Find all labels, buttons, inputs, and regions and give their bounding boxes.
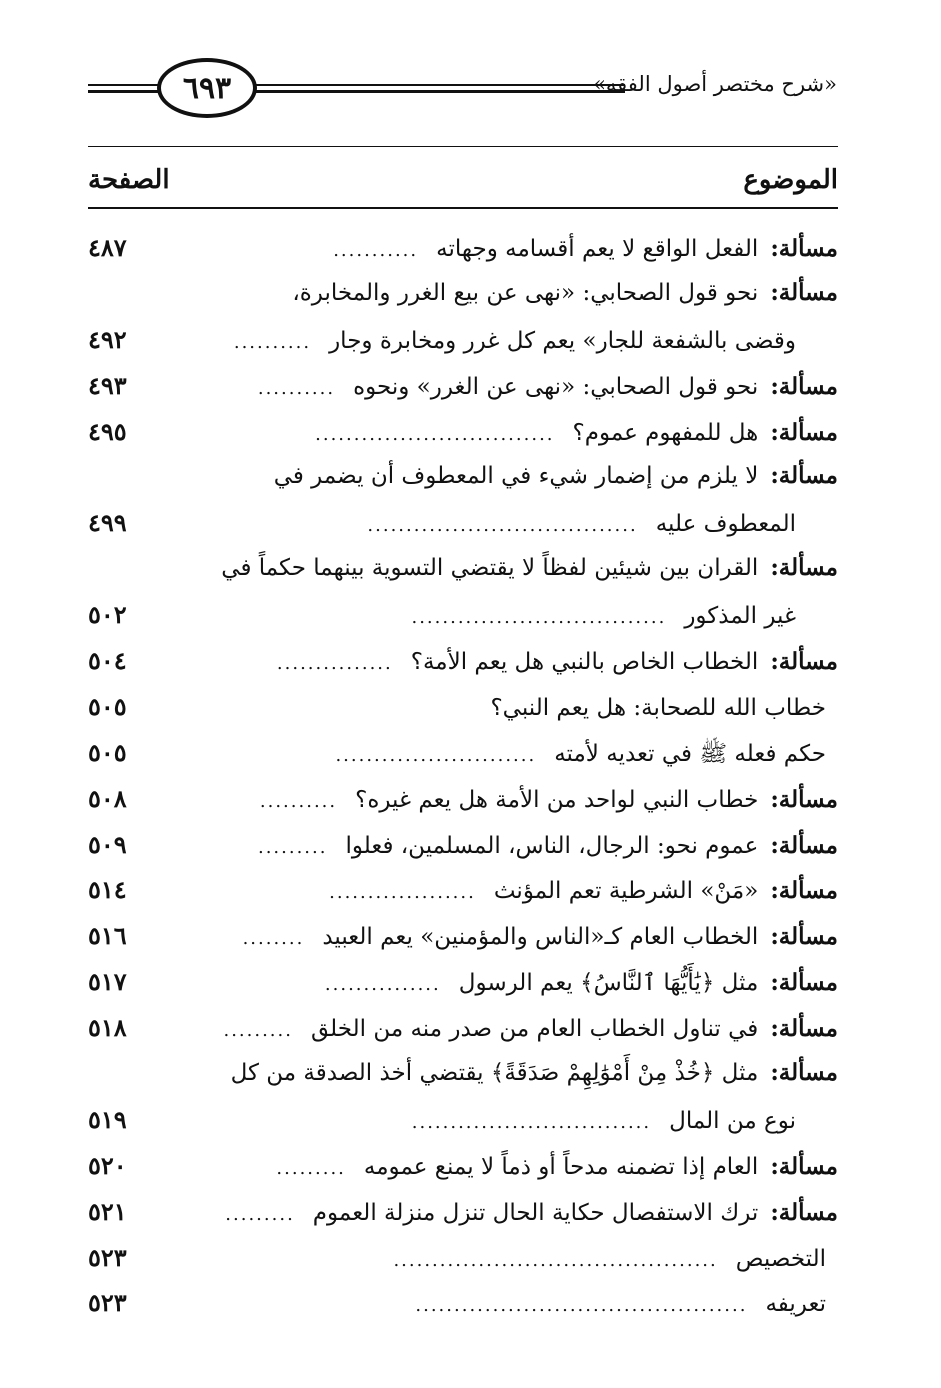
toc-entry [88,921,838,967]
entry-label: مسألة: [770,554,838,582]
entry-text: القران بين شيئين لفظاً لا يقتضي التسوية بينهما حكماً في [221,555,759,582]
entry-label: مسألة: [770,1059,838,1087]
entry-label: مسألة: [770,923,838,951]
entry-leader-dots: .......... [259,790,338,812]
entry-page-number: ٥٠٥ [88,691,127,721]
toc-entry [88,462,838,508]
entry-text: «مَنْ» الشرطية تعم المؤنث [493,878,759,905]
entry-text: خطاب الله للصحابة: هل يعم النبي؟ [490,694,826,721]
toc-entry [88,1243,838,1289]
column-page: الصفحة [88,164,170,195]
entry-page-number: ٥٢٣ [88,1242,127,1272]
entry-leader-dots: ........... [333,240,419,261]
entry-text: في تناول الخطاب العام من صدر منه من الخلق [310,1016,759,1043]
entry-text: خطاب النبي لواحد من الأمة هل يعم غيره؟ [355,786,759,813]
entry-label: مسألة: [770,877,838,905]
toc-entry [88,508,838,554]
entry-page-number: ٥١٤ [88,875,127,905]
entry-leader-dots: .......... [257,377,336,399]
entry-text: الخطاب العام كـ«الناس والمؤمنين» يعم العبيد [322,924,759,951]
entry-page-number: ٥٠٨ [88,783,127,813]
entry-label: مسألة: [770,831,838,859]
entry-page-number: ٤٩٩ [88,508,127,538]
entry-leader-dots: ......... [257,836,328,858]
entry-leader-dots: ............... [324,974,441,996]
toc-entry [88,1197,838,1243]
header-rule-mid-bottom [255,90,625,93]
entry-label: مسألة: [770,648,838,676]
entry-text: لا يلزم من إضمار شيء في المعطوف أن يضمر في [273,463,759,490]
entry-leader-dots: ......... [223,1020,293,1042]
entry-leader-dots: ........................................... [415,1295,748,1317]
toc-entry [88,417,838,463]
entry-text: غير المذكور [684,603,796,630]
entry-text: عموم نحو: الرجال، الناس، المسلمين، فعلوا [345,832,759,859]
toc-entry [88,830,838,876]
entry-page-number: ٥١٨ [88,1013,127,1043]
entry-text: تعريفه [765,1291,826,1318]
entry-label: مسألة: [770,278,838,306]
entry-page-number: ٤٩٥ [88,416,127,446]
entry-label: مسألة: [770,1152,838,1180]
toc-entry [88,1288,838,1334]
toc-entry [88,600,838,646]
entry-leader-dots: ................... [329,882,476,904]
toc-entry [88,784,838,830]
toc-entry [88,554,838,600]
toc-entry [88,325,838,371]
entry-text: مثل ﴿خُذْ مِنْ أَمْوَٰلِهِمْ صَدَقَةً﴾ يقتضي أخذ الصدقة من كل [230,1060,759,1087]
entry-page-number: ٥١٧ [88,967,127,997]
entry-text: المعطوف عليه [655,511,796,538]
entry-label: مسألة: [770,785,838,813]
entry-text: العام إذا تضمنه مدحاً أو ذماً لا يمنع عمومه [363,1153,759,1180]
entry-page-number: ٥٢١ [88,1196,127,1226]
entry-leader-dots: .......................... [335,744,537,766]
entry-page-number: ٥٠٩ [88,829,127,859]
entry-text: ترك الاستفصال حكاية الحال تنزل منزلة العموم [312,1199,759,1226]
toc-entry [88,1151,838,1197]
toc-entry [88,738,838,784]
entry-leader-dots: .......... [233,331,312,353]
header-rule-left-bottom [88,90,160,93]
toc-entry [88,279,838,325]
column-rule [88,207,838,209]
toc-entry [88,1013,838,1059]
entry-leader-dots: ............................... [315,423,555,445]
toc-entry [88,1059,838,1105]
entry-text: الفعل الواقع لا يعم أقسامه وجهاته [436,236,759,262]
entry-label: مسألة: [770,1198,838,1226]
entry-leader-dots: ........ [242,928,305,950]
entry-page-number: ٥١٦ [88,921,127,951]
entry-leader-dots: .......................................... [393,1249,718,1271]
book-title: «شرح مختصر أصول الفقه» [593,72,837,96]
entry-page-number: ٥٠٥ [88,737,127,767]
toc-entry [88,692,838,738]
entry-leader-dots: ................................. [411,607,667,629]
entry-page-number: ٤٩٢ [88,324,127,354]
page-header [0,0,941,140]
header-rule-mid-top [255,84,625,86]
entry-page-number: ٥٠٢ [88,600,127,630]
toc-list [88,233,838,1334]
entry-page-number: ٤٨٧ [88,233,127,262]
toc-entry [88,1105,838,1151]
entry-text: نحو قول الصحابي: «نهى عن بيع الغرر والمخابرة، [292,279,759,306]
toc-entry [88,875,838,921]
entry-text: التخصيص [735,1245,826,1272]
entry-label: مسألة: [770,235,838,262]
entry-page-number: ٥٢٣ [88,1288,127,1318]
entry-text: حكم فعله ﷺ في تعديه لأمته [554,740,826,767]
header-bottom-rule [88,146,838,147]
entry-label: مسألة: [770,418,838,446]
entry-page-number: ٥٠٤ [88,646,127,676]
entry-page-number: ٤٩٣ [88,370,127,400]
entry-page-number: ٥١٩ [88,1104,127,1134]
entry-leader-dots: ......... [225,1203,295,1225]
entry-label: مسألة: [770,372,838,400]
column-topic: الموضوع [743,164,838,195]
entry-text: مثل ﴿يَٰأَيُّهَا ٱلنَّاسُ﴾ يعم الرسول [458,970,759,997]
entry-leader-dots: ................................... [367,515,638,537]
entry-text: الخطاب الخاص بالنبي هل يعم الأمة؟ [410,649,759,676]
entry-text: نحو قول الصحابي: «نهى عن الغرر» ونحوه [353,373,759,400]
entry-leader-dots: ............................... [411,1111,652,1133]
toc-entry [88,371,838,417]
entry-label: مسألة: [770,1015,838,1043]
entry-label: مسألة: [770,462,838,490]
entry-text: هل للمفهوم عموم؟ [572,419,759,446]
toc-entry [88,967,838,1013]
page-number: ٦٩٣ [157,58,257,118]
entry-label: مسألة: [770,969,838,997]
entry-page-number: ٥٢٠ [88,1150,127,1180]
entry-leader-dots: ............... [276,653,393,675]
header-rule-left-top [88,84,160,86]
toc-entry [88,233,838,279]
entry-text: نوع من المال [669,1107,796,1134]
column-headers [88,152,838,207]
entry-text: وقضى بالشفعة للجار» يعم كل غرر ومخابرة وجار [329,327,796,354]
entry-leader-dots: ......... [276,1157,346,1179]
toc-entry [88,646,838,692]
